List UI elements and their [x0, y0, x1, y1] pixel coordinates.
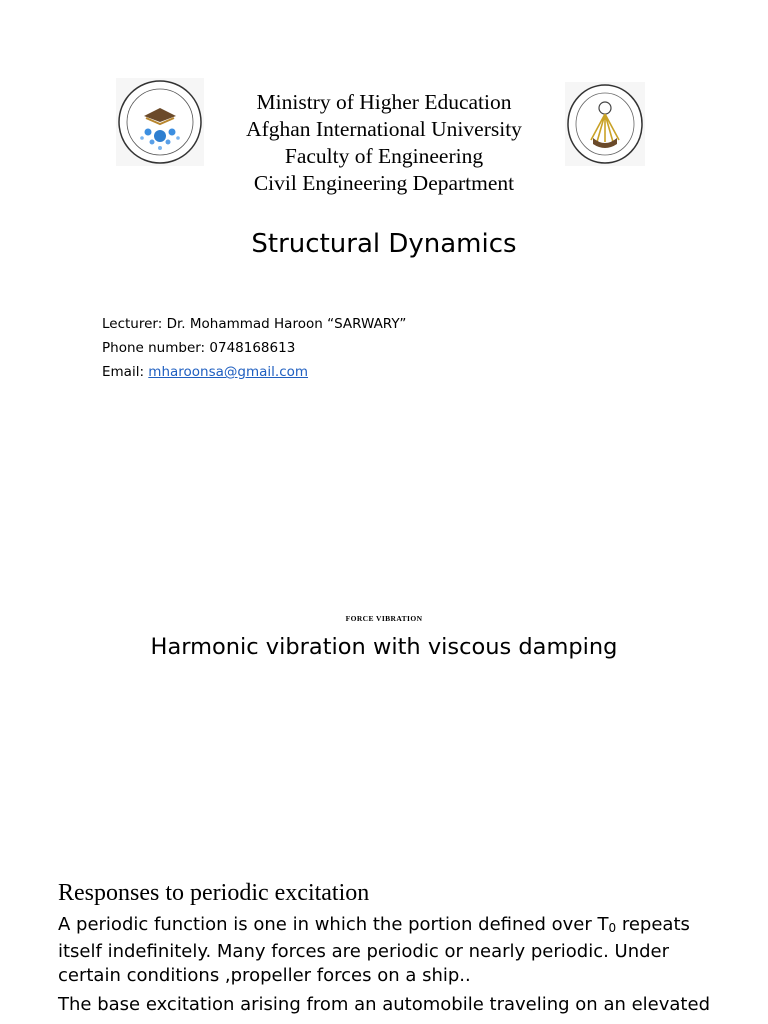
- header-line-ministry: Ministry of Higher Education: [256, 90, 512, 114]
- section-tag: FORCE VIBRATION: [345, 614, 423, 623]
- lecturer-contact: [102, 312, 406, 384]
- header-line-faculty: Faculty of Engineering: [284, 144, 484, 168]
- course-title: Structural Dynamics: [251, 229, 517, 259]
- university-logo: [116, 78, 204, 166]
- email-label: Email:: [102, 364, 149, 380]
- email-link[interactable]: mharoonsa@gmail.com: [148, 364, 309, 380]
- phone-number: Phone number: 0748168613: [102, 340, 296, 356]
- header-line-department: Civil Engineering Department: [253, 171, 515, 195]
- afghan-international-university-seal-icon: [116, 78, 204, 166]
- institution-header: [200, 89, 568, 197]
- ministry-of-higher-education-seal-icon: [565, 82, 645, 166]
- slide-title: Harmonic vibration with viscous damping: [150, 634, 618, 660]
- paragraph-text: repeats itself indefinitely. Many forces are periodic or nearly periodic. Under certain conditions ,propeller forces on a ship..: [58, 914, 690, 986]
- email-line: [102, 360, 406, 384]
- header-line-university: Afghan International University: [246, 117, 522, 141]
- lecturer-name: Lecturer: Dr. Mohammad Haroon “SARWARY”: [102, 316, 407, 332]
- paragraph-text: A periodic function is one in which the portion defined over T: [58, 914, 609, 935]
- section-heading: Responses to periodic excitation: [58, 880, 370, 906]
- paragraph-base-excitation: The base excitation arising from an automobile traveling on an elevated: [58, 994, 710, 1015]
- paragraph-periodic-function: [58, 913, 728, 988]
- ministry-logo: [565, 82, 645, 166]
- subscript-zero: 0: [608, 921, 617, 935]
